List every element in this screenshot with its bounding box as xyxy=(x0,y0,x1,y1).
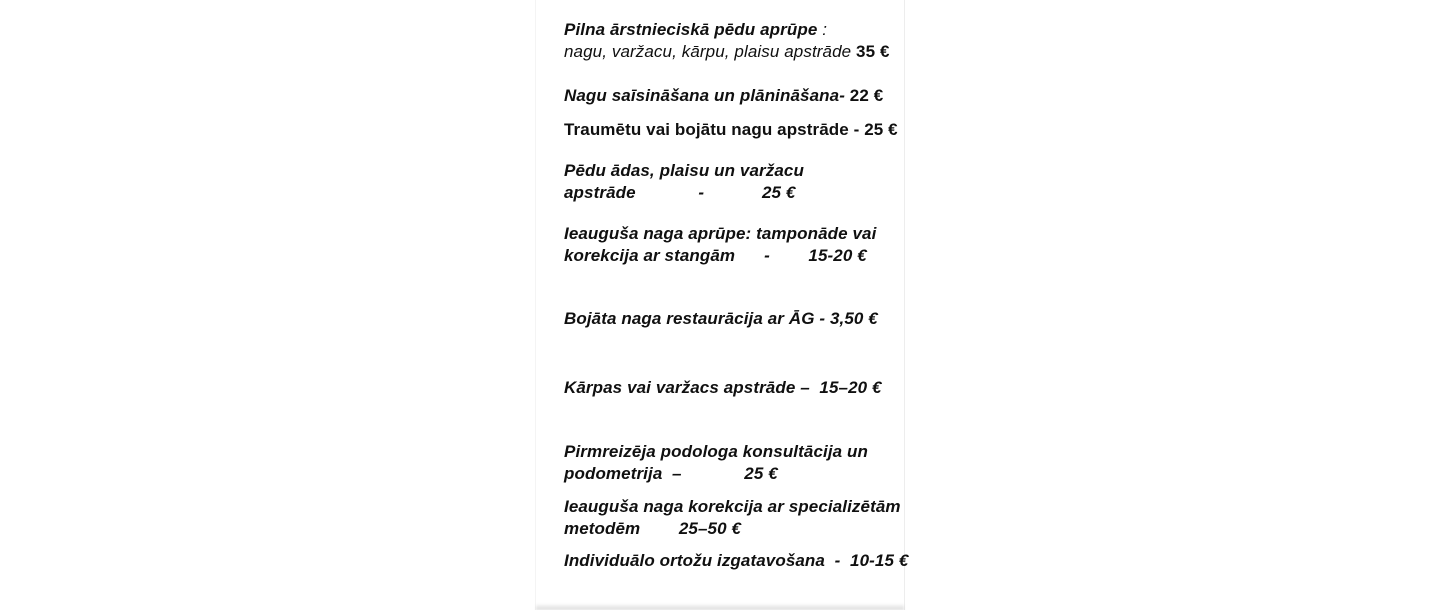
item-description: nagu, varžacu, kārpu, plaisu apstrāde xyxy=(564,42,857,61)
price-item-line xyxy=(564,119,898,141)
item-text: Bojāta naga restaurācija ar ĀG - 3,50 € xyxy=(564,309,878,328)
item-text-price: apstrāde - 25 € xyxy=(564,183,796,202)
item-text: Pirmreizēja podologa konsultācija un xyxy=(564,442,868,461)
item-colon: : xyxy=(817,20,828,39)
price-list-document xyxy=(535,0,909,610)
item-text: Traumētu vai bojātu nagu apstrāde - 25 € xyxy=(564,120,898,139)
price-item-line-1 xyxy=(564,160,804,182)
item-text: Kārpas vai varžacs apstrāde – 15–20 € xyxy=(564,378,882,397)
price-item-full-medical-foot-care xyxy=(564,19,890,63)
price-item-line-2 xyxy=(564,245,876,267)
item-text: Ieauguša naga aprūpe: tamponāde vai xyxy=(564,224,877,243)
price-item-title-line xyxy=(564,19,890,41)
item-price: 22 € xyxy=(849,86,884,105)
price-item-wart-treatment xyxy=(564,377,882,399)
price-item-line-2 xyxy=(564,463,868,485)
price-item-description-line xyxy=(564,41,890,63)
item-text-price: metodēm 25–50 € xyxy=(564,519,742,538)
price-item-line-1 xyxy=(564,223,876,245)
price-item-podologist-consultation xyxy=(564,441,868,485)
price-item-foot-skin-treatment xyxy=(564,160,804,204)
price-item-ingrown-nail-care xyxy=(564,223,876,267)
price-item-line-2 xyxy=(564,182,804,204)
item-text: Ieauguša naga korekcija ar specializētām xyxy=(564,497,901,516)
price-item-ingrown-nail-correction xyxy=(564,496,901,540)
price-item-line xyxy=(564,85,883,107)
item-text-price: podometrija – 25 € xyxy=(564,464,778,483)
item-text: Nagu saīsināšana un plānināšana- xyxy=(564,86,850,105)
price-item-injured-nails xyxy=(564,119,898,141)
item-text: Individuālo ortožu izgatavošana - 10-15 € xyxy=(564,551,909,570)
price-item-line-1 xyxy=(564,496,901,518)
price-item-line-2 xyxy=(564,518,901,540)
price-item-nail-shortening xyxy=(564,85,883,107)
price-item-line-1 xyxy=(564,441,868,463)
price-item-custom-orthotics xyxy=(564,550,908,572)
price-item-line xyxy=(564,308,878,330)
document-bottom-edge xyxy=(536,604,904,610)
item-price: 35 € xyxy=(856,42,890,61)
price-item-line xyxy=(564,550,908,572)
item-text: Pēdu ādas, plaisu un varžacu xyxy=(564,161,804,180)
price-item-nail-restoration xyxy=(564,308,878,330)
price-item-line xyxy=(564,377,882,399)
item-text-price: korekcija ar stangām - 15-20 € xyxy=(564,246,867,265)
item-title: Pilna ārstnieciskā pēdu aprūpe xyxy=(564,20,818,39)
